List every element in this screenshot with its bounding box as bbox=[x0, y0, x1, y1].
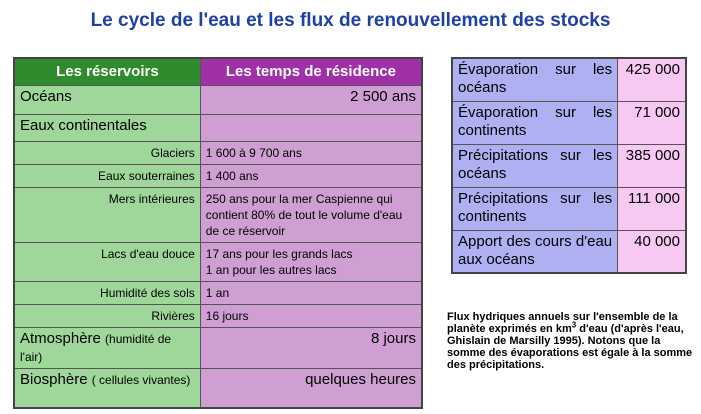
residence-time bbox=[200, 242, 422, 281]
flux-value: 71 000 bbox=[618, 101, 686, 144]
residence-time: quelques heures bbox=[200, 368, 422, 408]
table-row bbox=[14, 164, 422, 187]
table-row bbox=[14, 85, 422, 114]
note-superscript: 3 bbox=[571, 320, 577, 330]
residence-time: 1 600 à 9 700 ans bbox=[200, 141, 422, 164]
reservoir-name: Eaux continentales bbox=[14, 114, 200, 141]
table-row bbox=[14, 281, 422, 304]
flux-label: Apport des cours d'eau aux océans bbox=[452, 230, 618, 273]
residence-time: 8 jours bbox=[200, 327, 422, 368]
table-row bbox=[452, 101, 686, 144]
reservoir-name: Glaciers bbox=[14, 141, 200, 164]
header-reservoirs: Les réservoirs bbox=[14, 58, 200, 85]
residence-time-line: 17 ans pour les grands lacs bbox=[205, 246, 353, 261]
residence-time-line: 1 an pour les autres lacs bbox=[205, 262, 337, 277]
reservoir-name: Mers intérieures bbox=[14, 187, 200, 242]
reservoir-name bbox=[14, 327, 200, 368]
note-text-continued: d'eau (d'après l'eau, Ghislain de Marsilly 1995). Notons que la somme des évaporations est égale à la somme des précipitations. bbox=[447, 323, 693, 371]
table-row bbox=[452, 144, 686, 187]
table-row bbox=[14, 368, 422, 408]
flux-value: 40 000 bbox=[618, 230, 686, 273]
note-text: Flux hydriques annuels sur l'ensemble de la planète exprimés en km bbox=[447, 311, 678, 335]
table-row bbox=[14, 187, 422, 242]
page-title: Le cycle de l'eau et les flux de renouvellement des stocks bbox=[90, 10, 611, 31]
reservoir-name: Océans bbox=[14, 85, 200, 114]
flux-table bbox=[451, 57, 687, 274]
table-row bbox=[14, 327, 422, 368]
table-row bbox=[14, 141, 422, 164]
reservoir-name: Rivières bbox=[14, 304, 200, 327]
flux-note bbox=[447, 311, 693, 371]
flux-label: Précipitations sur les océans bbox=[452, 144, 618, 187]
residence-time: 250 ans pour la mer Caspienne qui contient 80% de tout le volume d'eau de ce réservoir bbox=[200, 187, 422, 242]
flux-label: Précipitations sur les continents bbox=[452, 187, 618, 230]
residence-time: 1 an bbox=[200, 281, 422, 304]
reservoir-name-main: Biosphère bbox=[20, 370, 88, 388]
flux-value: 425 000 bbox=[618, 58, 686, 101]
table-row bbox=[452, 187, 686, 230]
reservoir-name: Eaux souterraines bbox=[14, 164, 200, 187]
table-row bbox=[14, 242, 422, 281]
reservoir-name: Lacs d'eau douce bbox=[14, 242, 200, 281]
table-row bbox=[14, 114, 422, 141]
table-header-row bbox=[14, 58, 422, 85]
reservoir-name-sub: ( cellules vivantes) bbox=[91, 372, 191, 387]
table-row bbox=[452, 230, 686, 273]
residence-time: 1 400 ans bbox=[200, 164, 422, 187]
flux-value: 111 000 bbox=[618, 187, 686, 230]
reservoir-name: Humidité des sols bbox=[14, 281, 200, 304]
table-row bbox=[14, 304, 422, 327]
reservoir-name-main: Atmosphère bbox=[20, 329, 101, 347]
flux-label: Évaporation sur les continents bbox=[452, 101, 618, 144]
flux-value: 385 000 bbox=[618, 144, 686, 187]
reservoirs-table bbox=[13, 57, 423, 409]
reservoir-name bbox=[14, 368, 200, 408]
residence-time: 16 jours bbox=[200, 304, 422, 327]
residence-time bbox=[200, 114, 422, 141]
header-residence-time: Les temps de résidence bbox=[200, 58, 422, 85]
table-row bbox=[452, 58, 686, 101]
residence-time: 2 500 ans bbox=[200, 85, 422, 114]
flux-label: Évaporation sur les océans bbox=[452, 58, 618, 101]
reservoir-name-sub: (humidité de l'air) bbox=[20, 331, 172, 364]
